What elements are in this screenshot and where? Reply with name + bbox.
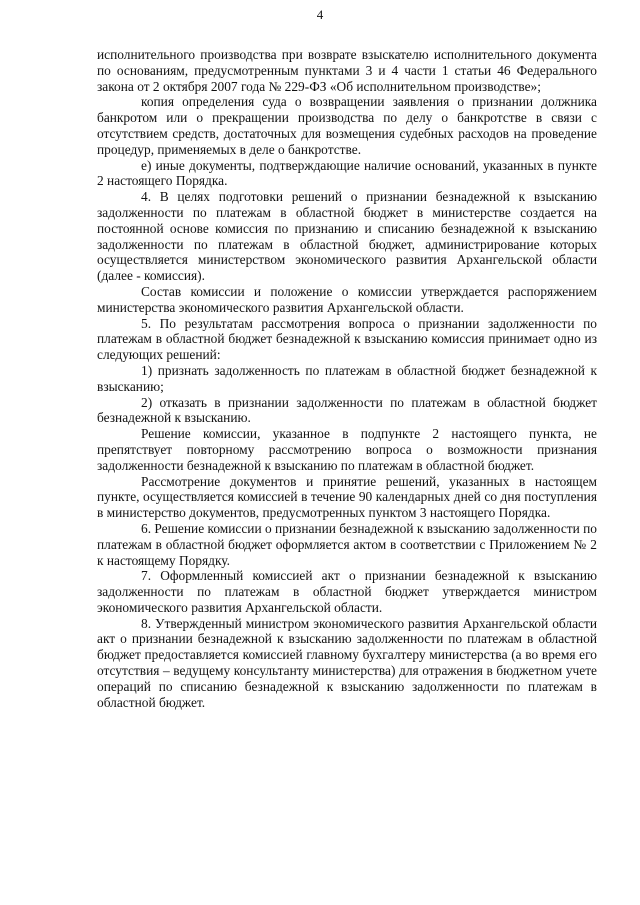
paragraph-section-6: 6. Решение комиссии о признании безнадежной к взысканию задолженности по платежам в областной бюджет оформляется актом в соответствии с Приложением № 2 к настоящему Порядку. (97, 520, 597, 568)
document-body (97, 47, 597, 710)
paragraph-commission-composition: Состав комиссии и положение о комиссии утверждается распоряжением министерства экономического развития Архангельской области. (97, 283, 597, 315)
page-number: 4 (316, 7, 324, 22)
paragraph-section-5: 5. По результатам рассмотрения вопроса о признании задолженности по платежам в областной бюджет безнадежной к взысканию комиссия принимает одно из следующих решений: (97, 315, 597, 363)
paragraph-section-4: 4. В целях подготовки решений о признании безнадежной к взысканию задолженности по платежам в областной бюджет в министерстве создается на постоянной основе комиссия по признанию и списанию безнадежной к взысканию задолженности по платежам в областной бюджет, администрирование которых осуществляется министерством экономического развития Архангельской области (далее - комиссия). (97, 189, 597, 284)
paragraph-decision-2: 2) отказать в признании задолженности по платежам в областной бюджет безнадежной к взысканию. (97, 394, 597, 426)
paragraph-decision-1: 1) признать задолженность по платежам в областной бюджет безнадежной к взысканию; (97, 362, 597, 394)
paragraph-section-8: 8. Утвержденный министром экономического развития Архангельской области акт о признании безнадежной к взысканию задолженности по платежам в областной бюджет предоставляется комиссией главному бухгалтеру министерства (а во время его отсутствия – ведущему консультанту министерства) для отражения в бюджетном учете операций по списанию безнадежной к взысканию задолженности по платежам в областной бюджет. (97, 615, 597, 710)
paragraph-item-e: е) иные документы, подтверждающие наличие оснований, указанных в пункте 2 настоящего Порядка. (97, 157, 597, 189)
paragraph-section-7: 7. Оформленный комиссией акт о признании безнадежной к взысканию задолженности по платежам в областной бюджет утверждается министром экономического развития Архангельской области. (97, 568, 597, 615)
paragraph-decision-note: Решение комиссии, указанное в подпункте 2 настоящего пункта, не препятствует повторному рассмотрению вопроса о возможности признания задолженности безнадежной к взысканию по платежам в областной бюджет. (97, 426, 597, 473)
paragraph-continuation: исполнительного производства при возврате взыскателю исполнительного документа по основаниям, предусмотренным пунктами 3 и 4 части 1 статьи 46 Федерального закона от 2 октября 2007 года № 229-ФЗ «Об исполнительном производстве»; (97, 47, 597, 94)
paragraph-court-ruling-copy: копия определения суда о возвращении заявления о признании должника банкротом или о прекращении производства по делу о банкротстве в связи с отсутствием средств, достаточных для возмещения судебных расходов на проведение процедур, применяемых в деле о банкротстве. (97, 94, 597, 157)
paragraph-review-period: Рассмотрение документов и принятие решений, указанных в настоящем пункте, осуществляется комиссией в течение 90 календарных дней со дня поступления в министерство документов, предусмотренных пунктом 3 настоящего Порядка. (97, 473, 597, 521)
